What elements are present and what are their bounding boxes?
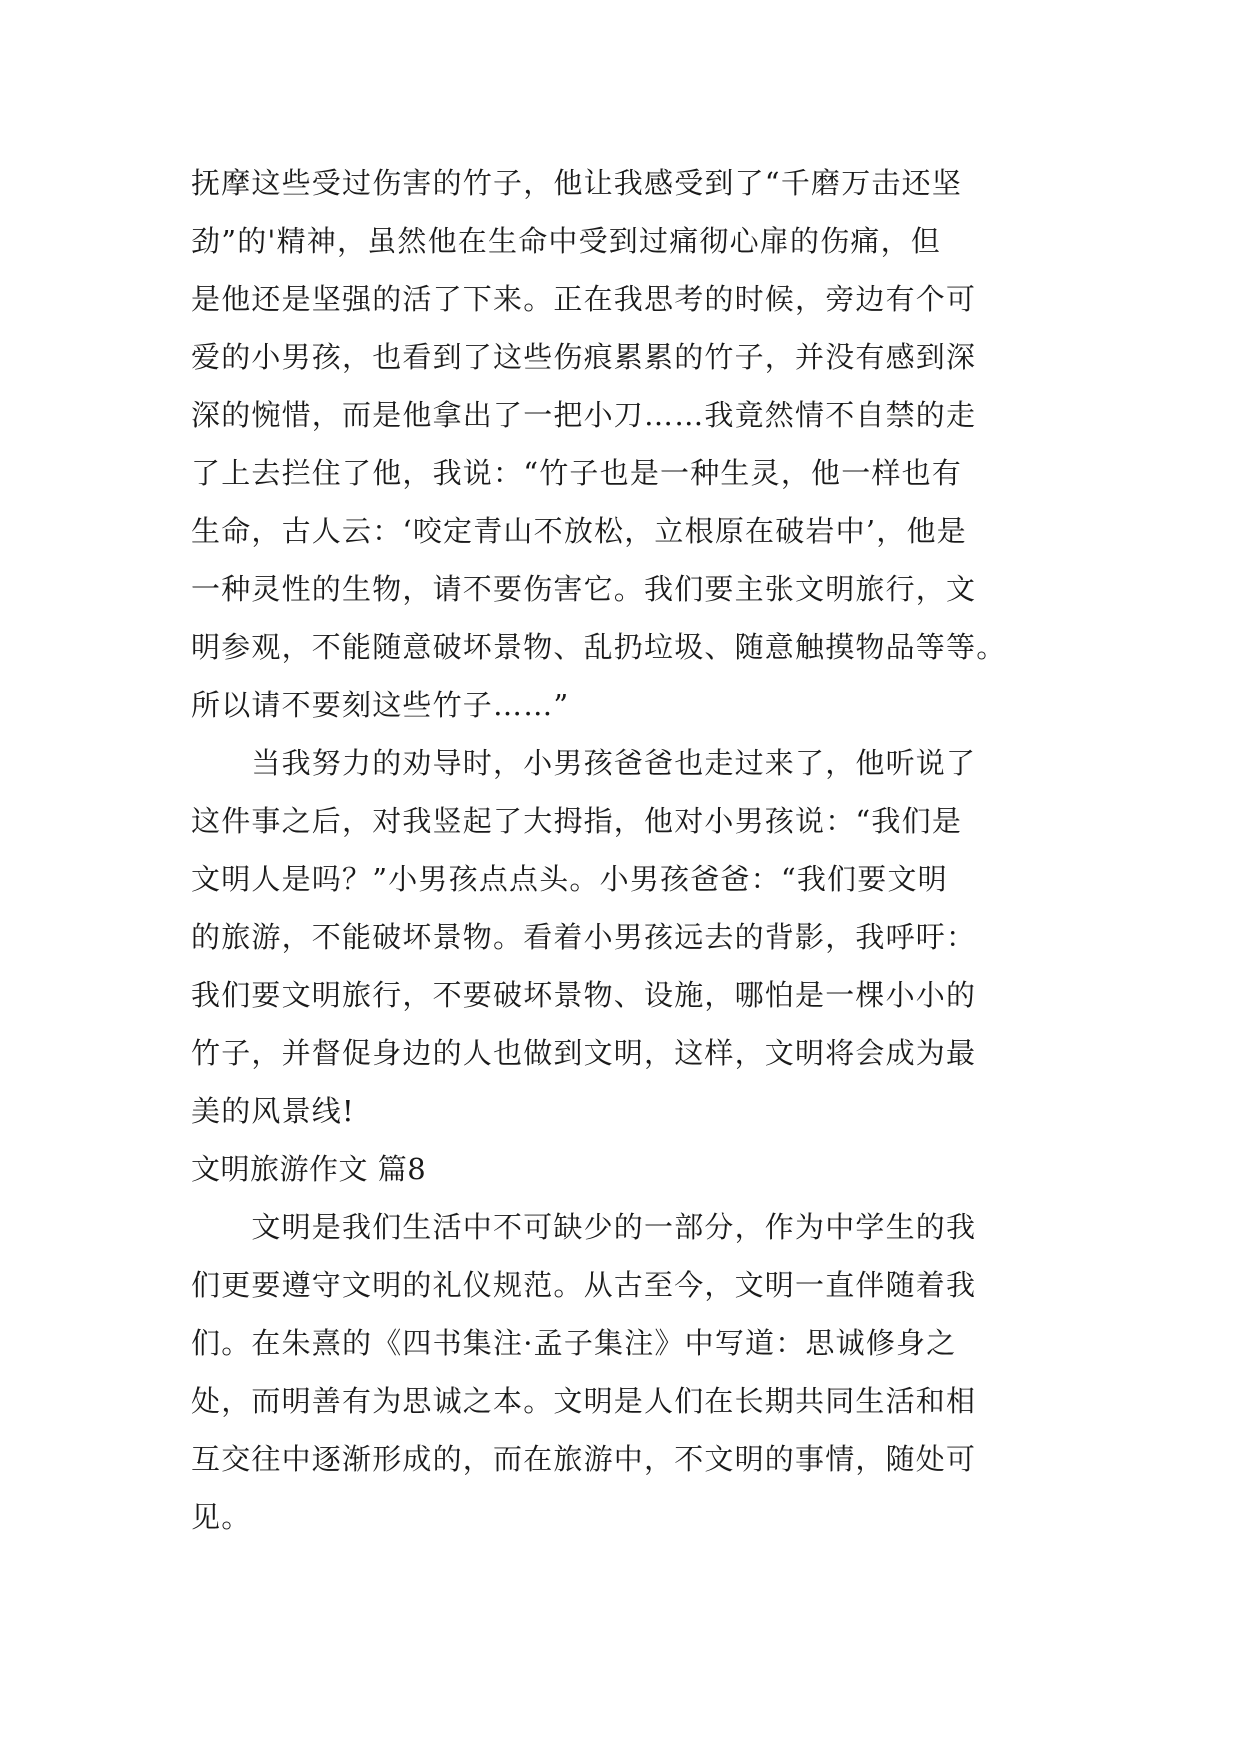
- text-line: 们更要遵守文明的礼仪规范。从古至今，文明一直伴随着我: [191, 1268, 977, 1302]
- text-line: 美的风景线!: [191, 1094, 355, 1128]
- text-line: 爱的小男孩，也看到了这些伤痕累累的竹子，并没有感到深: [191, 340, 977, 374]
- document-body: [191, 154, 1053, 1546]
- text-line: 我们要文明旅行，不要破坏景物、设施，哪怕是一棵小小的: [191, 978, 977, 1012]
- text-line: 竹子，并督促身边的人也做到文明，这样，文明将会成为最: [191, 1036, 977, 1070]
- text-line: 抚摩这些受过伤害的竹子，他让我感受到了“千磨万击还坚: [191, 166, 963, 200]
- text-line: 所以请不要刻这些竹子……”: [191, 688, 570, 722]
- text-line: 生命，古人云：‘咬定青山不放松，立根原在破岩中’，他是: [191, 514, 967, 548]
- text-line: 们。在朱熹的《四书集注·孟子集注》中写道：思诚修身之: [191, 1326, 957, 1360]
- text-line: 处，而明善有为思诚之本。文明是人们在长期共同生活和相: [191, 1384, 977, 1418]
- text-line: 一种灵性的生物，请不要伤害它。我们要主张文明旅行，文: [191, 572, 977, 606]
- paragraph-start-line: 当我努力的劝导时，小男孩爸爸也走过来了，他听说了: [191, 746, 977, 780]
- text-line: 劲”的'精神，虽然他在生命中受到过痛彻心扉的伤痛，但: [191, 224, 941, 258]
- text-line: 见。: [191, 1500, 252, 1534]
- text-line: 深的惋惜，而是他拿出了一把小刀……我竟然情不自禁的走: [191, 398, 977, 432]
- text-line: 是他还是坚强的活了下来。正在我思考的时候，旁边有个可: [191, 282, 977, 316]
- text-line: 这件事之后，对我竖起了大拇指，他对小男孩说：“我们是: [191, 804, 963, 838]
- text-line: 文明人是吗？”小男孩点点头。小男孩爸爸：“我们要文明: [191, 862, 948, 896]
- text-line: 了上去拦住了他，我说：“竹子也是一种生灵，他一样也有: [191, 456, 963, 490]
- text-line: 的旅游，不能破坏景物。看着小男孩远去的背影，我呼吁：: [191, 920, 977, 954]
- text-line: 互交往中逐渐形成的，而在旅游中，不文明的事情，随处可: [191, 1442, 977, 1476]
- section-heading: 文明旅游作文 篇8: [191, 1152, 427, 1186]
- text-line: 明参观，不能随意破坏景物、乱扔垃圾、随意触摸物品等等。: [191, 630, 1007, 664]
- paragraph-start-line: 文明是我们生活中不可缺少的一部分，作为中学生的我: [191, 1210, 977, 1244]
